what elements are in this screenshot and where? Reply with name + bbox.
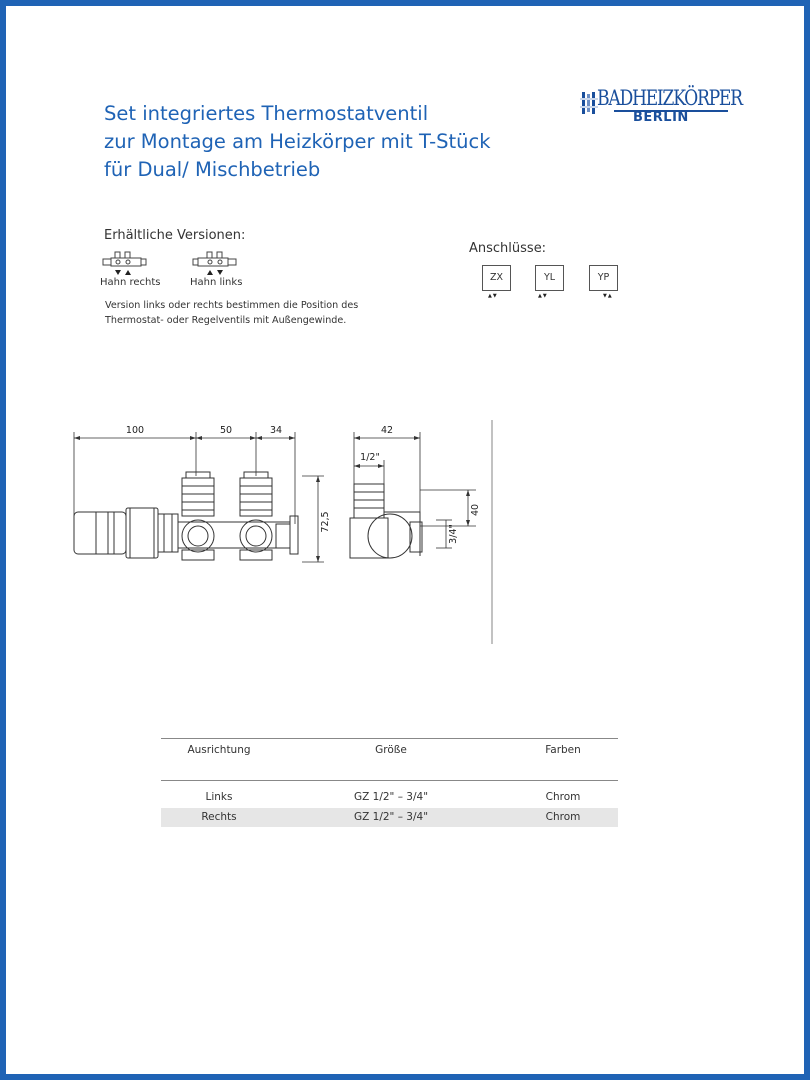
dim-half-inch-label: 1/2" [360,452,380,463]
header-orientation: Ausrichtung [187,744,251,756]
table-row [161,788,618,807]
header-size: Größe [375,744,407,756]
connection-yp-arrows: ▼▲ [603,293,613,299]
title-line-1: Set integriertes Thermostatventil [104,102,429,125]
connections-heading: Anschlüsse: [469,241,547,256]
title-line-3: für Dual/ Mischbetrieb [104,158,321,181]
valve-left-label: Hahn links [190,277,243,288]
dim-725-label: 72,5 [320,511,331,533]
note-line-2: Thermostat- oder Regelventils mit Außengewinde. [105,315,347,326]
row-color: Chrom [545,791,581,803]
dim-50-label: 50 [219,425,233,436]
dim-100-label: 100 [125,425,145,436]
title-line-2: zur Montage am Heizkörper mit T-Stück [104,130,491,153]
dim-42-label: 42 [380,425,394,436]
logo-subtitle: BERLIN [633,110,689,125]
radiator-logo-icon [580,90,598,116]
dim-40-label: 40 [470,503,481,517]
row-orientation: Rechts [201,811,237,823]
valve-right-label: Hahn rechts [100,277,161,288]
dim-34-label: 34 [269,425,283,436]
technical-drawing [66,416,506,648]
row-size: GZ 1/2" – 3/4" [353,811,429,823]
logo-wordmark: BADHEIZKÖRPER [597,86,742,110]
connection-yl-arrows: ▲▼ [538,293,548,299]
brand-logo [580,86,742,128]
table-header-rule [161,780,618,781]
row-color: Chrom [545,811,581,823]
row-size: GZ 1/2" – 3/4" [353,791,429,803]
versions-heading: Erhältliche Versionen: [104,228,246,243]
versions-note [105,298,358,328]
connection-zx-box: ZX [482,265,511,291]
header-colors: Farben [545,744,581,756]
row-orientation: Links [205,791,233,803]
page-title [104,100,491,184]
table-row [161,808,618,827]
table-header [161,744,618,762]
table-top-rule [161,738,618,739]
connection-yp-box: YP [589,265,618,291]
connection-yl-box: YL [535,265,564,291]
connection-zx-arrows: ▲▼ [488,293,498,299]
dim-three-quarter-label: 3/4" [448,524,459,544]
note-line-1: Version links oder rechts bestimmen die Position des [105,300,359,311]
